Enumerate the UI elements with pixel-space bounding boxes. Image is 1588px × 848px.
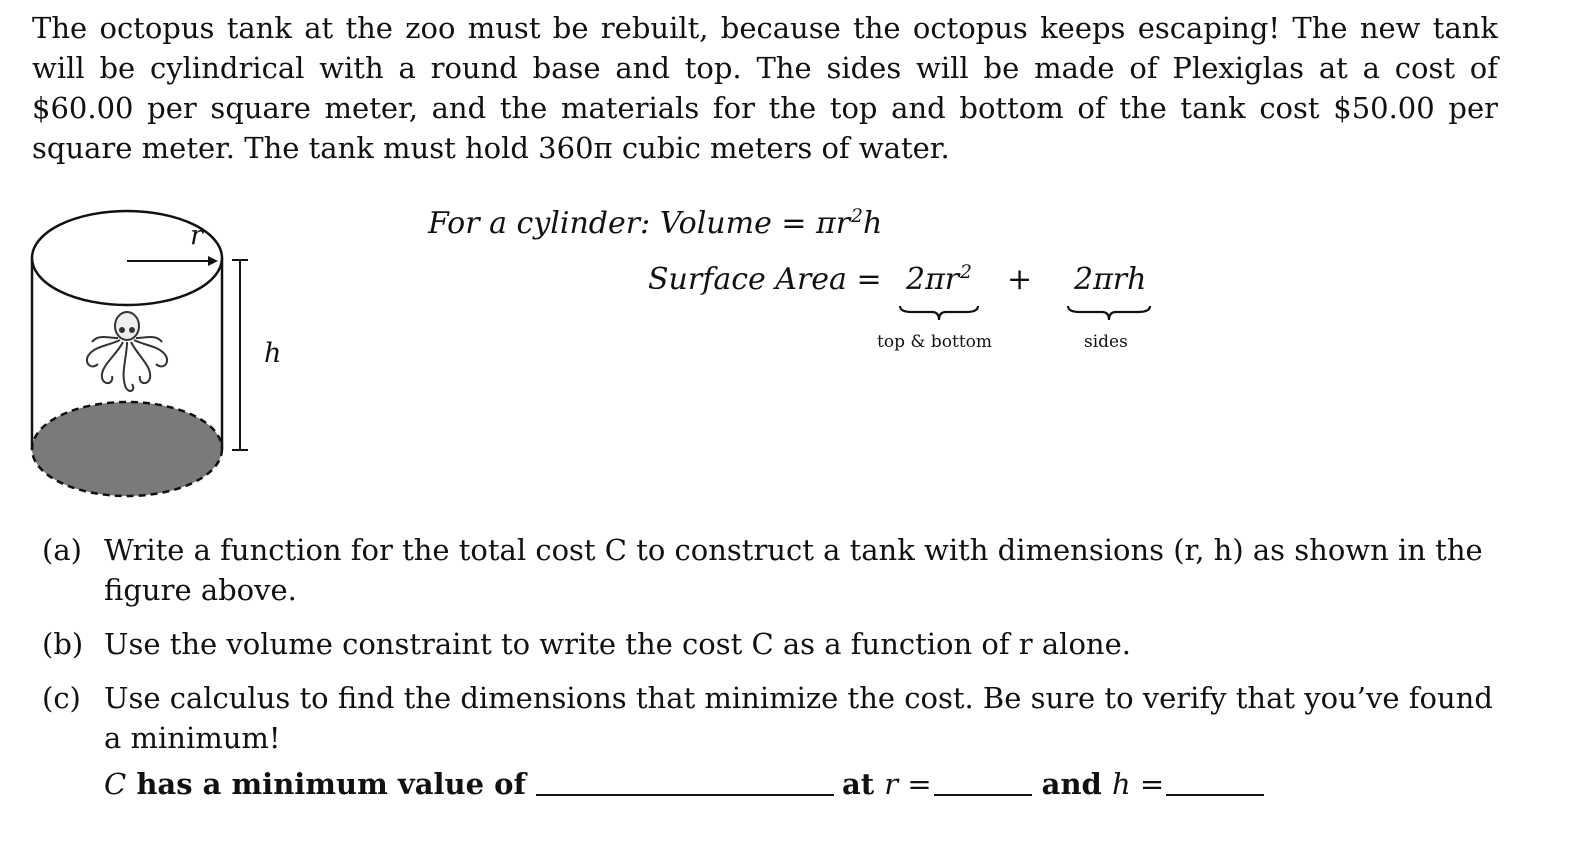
volume-exponent: 2 [851,205,863,227]
h-value-blank[interactable] [1166,764,1264,796]
sides-term: 2πrh [1074,262,1147,297]
question-c [42,678,1502,758]
cylinder-figure [28,206,298,506]
plus-sign: + [1007,262,1033,297]
problem-intro [32,8,1498,168]
answer-var-h: h [1111,767,1131,801]
top-bottom-term [906,262,972,297]
question-a [42,530,1502,610]
question-list [42,530,1502,772]
volume-formula-text: For a cylinder: Volume = πr [428,206,851,241]
question-text: Use calculus to find the dimensions that minimize the cost. Be sure to verify that you’ve found a minimum! [104,681,1493,755]
min-value-blank[interactable] [536,764,834,796]
answer-eq-1: = [898,767,932,801]
height-label: h [264,338,282,369]
sides-label: sides [1084,332,1128,352]
volume-formula [428,206,882,241]
term1-exponent: 2 [960,261,972,283]
question-text: Use the volume constraint to write the cost C as a function of r alone. [104,627,1131,661]
question-label: (c) [42,681,81,715]
intro-paragraph: The octopus tank at the zoo must be rebuilt, because the octopus keeps escaping! The new tank will be cylindrical with a round base and top. The sides will be made of Plexiglas at a cost of $60.00 per square meter, and the materials for the top and bottom of the tank cost $50.00 per square meter. The tank must hold 360π cubic meters of water. [32,11,1498,165]
radius-label: r [190,220,203,251]
underbrace-top-bottom [898,302,980,324]
answer-text-2: at [841,767,875,801]
cylinder-drawing [28,206,298,506]
octopus-icon [87,312,167,391]
underbrace-sides [1066,302,1152,324]
surface-area-lhs: Surface Area = [648,262,882,297]
question-b [42,624,1502,664]
answer-text-3: and [1041,767,1102,801]
question-text: Write a function for the total cost C to construct a tank with dimensions (r, h) as shown in the figure above. [104,533,1483,607]
question-label: (a) [42,533,82,567]
top-bottom-label: top & bottom [877,332,993,352]
answer-text-1: has a minimum value of [136,767,526,801]
answer-var-c: C [104,767,127,801]
answer-eq-2: = [1130,767,1165,801]
question-label: (b) [42,627,84,661]
term1-base: 2πr [906,262,960,297]
cylinder-bottom-base [32,402,222,496]
answer-var-r: r [884,767,899,801]
answer-line [104,764,1274,804]
volume-formula-tail: h [862,206,883,241]
r-value-blank[interactable] [934,764,1032,796]
